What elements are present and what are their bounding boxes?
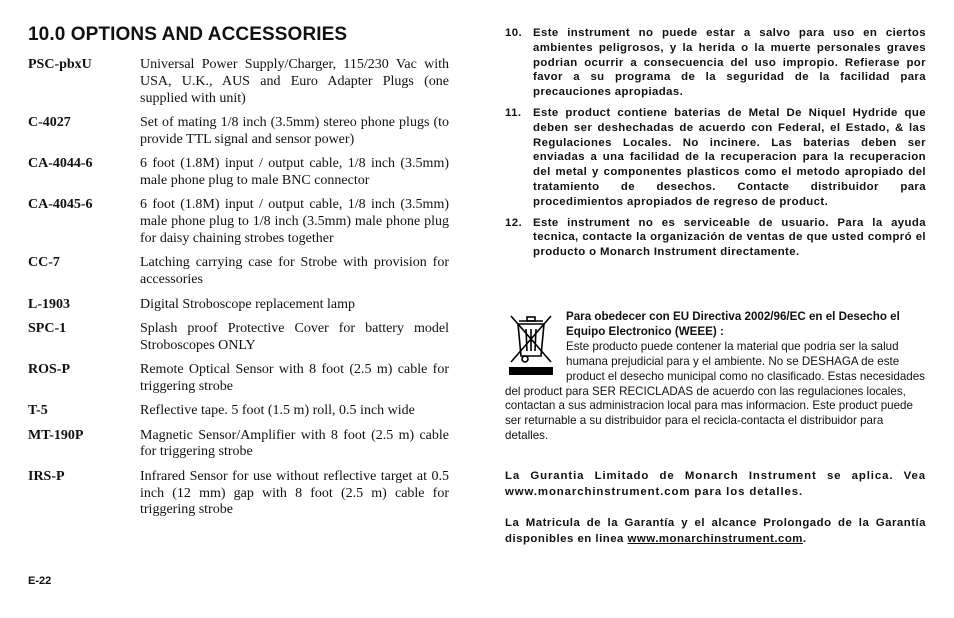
crossed-out-wheelie-bin-icon — [505, 312, 557, 378]
option-row — [28, 403, 449, 420]
option-code: PSC-pbxU — [28, 57, 92, 72]
option-code: L-1903 — [28, 296, 70, 312]
warranty-text: La Gurantia Limitado de Monarch Instrument se aplica. Vea www.monarchinstrument.com para los detalles. — [505, 470, 926, 498]
note-number: 12. — [505, 216, 523, 229]
option-row — [28, 197, 449, 247]
note-item — [505, 26, 926, 100]
option-row — [28, 321, 449, 355]
note-item — [505, 216, 926, 260]
page-number: E-22 — [28, 575, 52, 587]
option-description: Digital Stroboscope replacement lamp — [140, 296, 355, 312]
weee-body: Este producto puede contener la material que podria ser la salud humana prejudicial para y el ambiente. No se DESHAGA de este product el desecho municipal como no clasificado. Estas necesidades del product para SER RECICLADAS de acuerdo con las regulaciones locales, contactan a sus administracion local para mas informacion. Este product puede ser returnable a su distribuidor para el recicla-contacta el distribuidor para detalles. — [505, 339, 925, 443]
options-list — [28, 57, 449, 527]
option-code: IRS-P — [28, 468, 65, 484]
option-row — [28, 362, 449, 396]
option-code: CC-7 — [28, 255, 60, 271]
option-description: Magnetic Sensor/Amplifier with 8 foot (2.5 m) cable for triggering strobe — [140, 427, 449, 460]
option-row — [28, 297, 449, 314]
option-description: Infrared Sensor for use without reflective target at 0.5 inch (12 mm) gap with 8 foot (2.5 m) cable for triggering strobe — [140, 468, 449, 518]
note-number: 10. — [505, 27, 523, 39]
option-code: CA-4045-6 — [28, 197, 93, 213]
registration-end: . — [802, 532, 807, 545]
option-description: Remote Optical Sensor with 8 foot (2.5 m) cable for triggering strobe — [140, 362, 449, 394]
option-description: Universal Power Supply/Charger, 115/230 Vac with USA, U.K., AUS and Euro Adapter Plugs (one supplied with unit) — [140, 57, 449, 106]
option-code: ROS-P — [28, 362, 70, 378]
option-row — [28, 156, 449, 190]
option-row — [28, 469, 449, 519]
option-code: CA-4044-6 — [28, 156, 93, 172]
option-description: Splash proof Protective Cover for battery model Stroboscopes ONLY — [140, 320, 449, 353]
registration-label: La Matricula de la Garantía y el alcance Prolongado de la Garantía disponibles en linea — [505, 517, 926, 545]
option-row — [28, 255, 449, 289]
option-description: 6 foot (1.8M) input / output cable, 1/8 inch (3.5mm) male phone plug to 1/8 inch (3.5mm) male phone plug for daisy chaining strobes together — [140, 197, 449, 246]
note-number: 11. — [505, 106, 522, 119]
option-description: 6 foot (1.8M) input / output cable, 1/8 inch (3.5mm) male phone plug to male BNC connector — [140, 156, 449, 188]
weee-title: Para obedecer con EU Directiva 2002/96/EC en el Desecho el Equipo Electronico (WEEE) : — [566, 310, 900, 338]
note-text: Este instrument no es serviceable de usuario. Para la ayuda tecnica, contacte la organización de ventas de que usted compró el producto o Monarch Instrument directamente. — [533, 216, 926, 259]
option-row — [28, 428, 449, 462]
option-description: Reflective tape. 5 foot (1.5 m) roll, 0.5 inch wide — [140, 403, 415, 419]
registration-text — [505, 516, 926, 547]
option-code: MT-190P — [28, 427, 84, 443]
note-text: Este product contiene baterias de Metal De Niquel Hydride que deben ser deshechadas de acuerdo con Federal, el Estado, & las Regulaciones Locales. No incinere. Las baterias deben ser enviadas a una facilidad de la recuperacion para la recuperacion del metal y componentes plasticos como el metodo apropiado del tratamiento de desechos. Contacte distribuidor para procedimientos apropiados de regreso de product. — [533, 106, 926, 208]
option-row — [28, 115, 449, 149]
option-row — [28, 57, 449, 107]
option-code: SPC-1 — [28, 320, 67, 336]
notes-list — [505, 26, 926, 266]
note-item — [505, 106, 926, 210]
weee-section — [505, 310, 926, 444]
registration-link[interactable]: www.monarchinstrument.com — [627, 532, 803, 545]
page-title: 10.0 OPTIONS AND ACCESSORIES — [28, 24, 348, 45]
option-description: Latching carrying case for Strobe with provision for accessories — [140, 255, 449, 288]
note-text: Este instrument no puede estar a salvo para uso en ciertos ambientes peligrosos, y la herida o la muerte personales graves podrian ocurrir a consecuencia del uso impropio. Refierase por favor a su programa de la seguridad de la facilidad para precauciones apropiadas. — [533, 27, 926, 99]
option-code: T-5 — [28, 403, 48, 419]
option-code: C-4027 — [28, 114, 71, 130]
option-description: Set of mating 1/8 inch (3.5mm) stereo phone plugs (to provide TTL signal and sensor power) — [140, 114, 449, 147]
